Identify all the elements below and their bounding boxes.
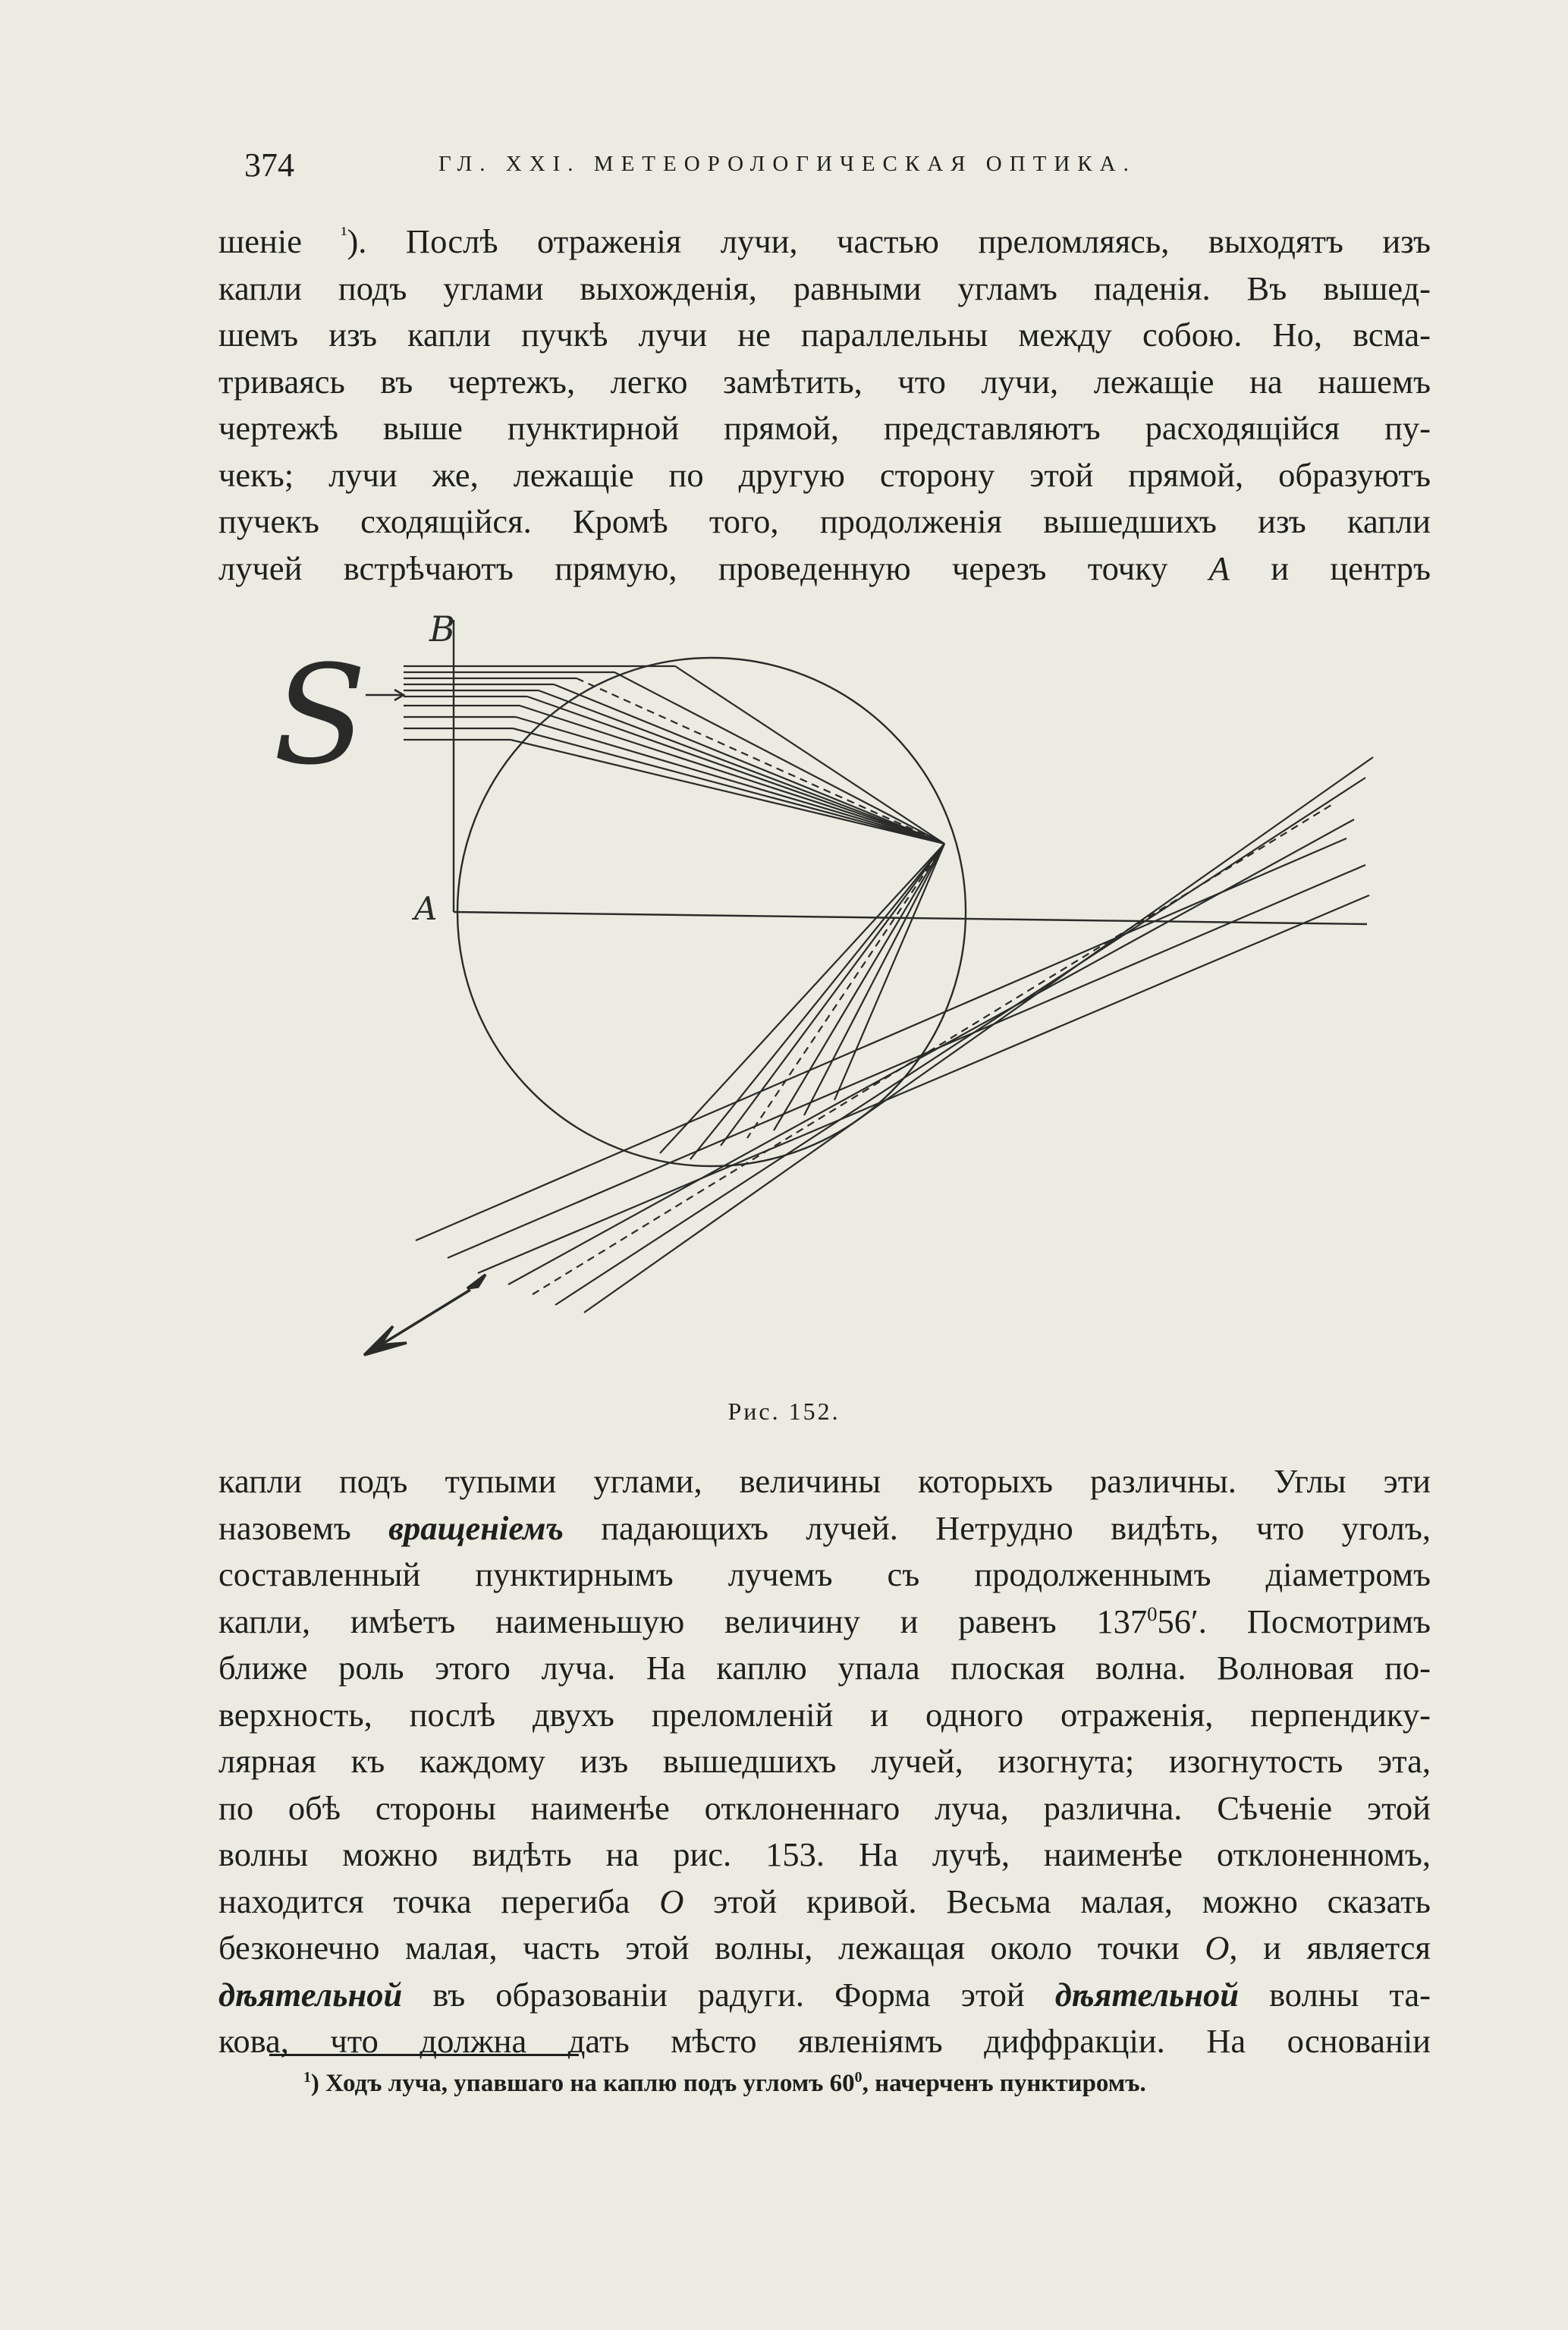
text-line: волны можно видѣть на рис. 153. На лучѣ, наименѣе отклоненномъ, bbox=[218, 1835, 1431, 1873]
label-s: S bbox=[273, 637, 367, 795]
term-rotation: вращеніемъ bbox=[388, 1508, 564, 1547]
text-line: пучекъ сходящійся. Кромѣ того, продолженія вышедшихъ изъ капли bbox=[218, 502, 1431, 540]
text-line: шеніе $^{^1}$). Послѣ отраженія лучи, частью преломляясь, выходятъ изъ bbox=[218, 222, 1431, 260]
ray bbox=[675, 666, 944, 844]
page-number: 374 bbox=[244, 146, 294, 184]
ray bbox=[516, 717, 944, 844]
ray bbox=[614, 672, 944, 844]
text-line: назовемъ вращеніемъ падающихъ лучей. Нетрудно видѣть, что уголъ, bbox=[218, 1508, 1431, 1547]
text-line: капли подъ тупыми углами, величины которыхъ различны. Углы эти bbox=[218, 1462, 1431, 1500]
text-line: находится точка перегиба O этой кривой. Весьма малая, можно сказать bbox=[218, 1882, 1431, 1920]
text-line: безконечно малая, часть этой волны, лежащая около точки O, и является bbox=[218, 1929, 1431, 1967]
text-line: шемъ изъ капли пучкѣ лучи не параллельны между собою. Но, всма- bbox=[218, 316, 1431, 354]
ray bbox=[513, 728, 944, 844]
incoming-arrow-icon bbox=[366, 690, 404, 700]
ray bbox=[539, 690, 944, 844]
text-line: капли, имѣетъ наименьшую величину и равенъ $137^056'$. Посмотримъ bbox=[218, 1602, 1431, 1640]
text-line: капли подъ углами выхожденія, равными угламъ паденія. Въ вышед- bbox=[218, 269, 1431, 307]
text-line: по обѣ стороны наименѣе отклоненнаго луча, различна. Сѣченіе этой bbox=[218, 1788, 1431, 1827]
figure-caption: Рис. 152. bbox=[727, 1398, 841, 1425]
label-a: A bbox=[414, 890, 438, 927]
point-o-ref: O bbox=[659, 1882, 684, 1920]
ray bbox=[448, 865, 1365, 1258]
footnote-marker: ¹ bbox=[341, 222, 347, 246]
running-head: ГЛ. XXI. МЕТЕОРОЛОГИЧЕСКАЯ ОПТИКА. bbox=[438, 152, 1136, 176]
footnote: $^1$) Ходъ луча, упавшаго на каплю подъ угломъ $60^0$, начерченъ пунктиромъ. bbox=[303, 2069, 1146, 2097]
ray bbox=[416, 838, 1346, 1240]
text-line: составленный пунктирнымъ лучемъ съ продолженнымъ діаметромъ bbox=[218, 1555, 1431, 1593]
ray bbox=[721, 844, 944, 1146]
outgoing-arrow-icon bbox=[364, 1275, 485, 1355]
text-line: чертежѣ выше пунктирной прямой, представляютъ расходящійся пу- bbox=[218, 409, 1431, 447]
text-line: лярная къ каждому изъ вышедшихъ лучей, изогнута; изогнутость эта, bbox=[218, 1742, 1431, 1780]
ray bbox=[478, 895, 1369, 1273]
text-line: ближе роль этого луча. На каплю упала плоская волна. Волновая по- bbox=[218, 1649, 1431, 1687]
point-a-ref: A bbox=[1208, 549, 1230, 587]
footnote-rule bbox=[269, 2054, 579, 2056]
ray bbox=[774, 844, 944, 1130]
ray bbox=[508, 819, 1354, 1284]
dashed-ray bbox=[747, 844, 944, 1138]
text-line: лучей встрѣчаютъ прямую, проведенную черезъ точку A и центръ bbox=[218, 549, 1431, 587]
text-line: кова, что должна дать мѣсто явленіямъ диффракціи. На основаніи bbox=[218, 2022, 1431, 2060]
ray bbox=[690, 844, 944, 1159]
point-o-ref: O bbox=[1205, 1929, 1230, 1967]
text-line: триваясь въ чертежъ, легко замѣтить, что лучи, лежащіе на нашемъ bbox=[218, 362, 1431, 401]
ray bbox=[527, 696, 944, 844]
figure-152 bbox=[258, 607, 1381, 1411]
text-line: дѣятельной въ образованіи радуги. Форма этой дѣятельной волны та- bbox=[218, 1975, 1431, 2014]
term-active: дѣятельной bbox=[218, 1975, 403, 2014]
label-b: B bbox=[429, 608, 455, 649]
page-header bbox=[0, 146, 1568, 191]
term-active: дѣятельной bbox=[1054, 1975, 1240, 2014]
paragraph-1 bbox=[218, 219, 1431, 592]
rainbow-ray-diagram bbox=[258, 607, 1381, 1411]
paragraph-2 bbox=[218, 1458, 1431, 2065]
ray bbox=[584, 757, 1373, 1313]
degree-sign: 0 bbox=[1147, 1602, 1158, 1625]
text-line: верхность, послѣ двухъ преломленій и одного отраженія, перпендику- bbox=[218, 1695, 1431, 1734]
text-line: чекъ; лучи же, лежащіе по другую сторону этой прямой, образуютъ bbox=[218, 455, 1431, 494]
ray bbox=[520, 706, 944, 844]
